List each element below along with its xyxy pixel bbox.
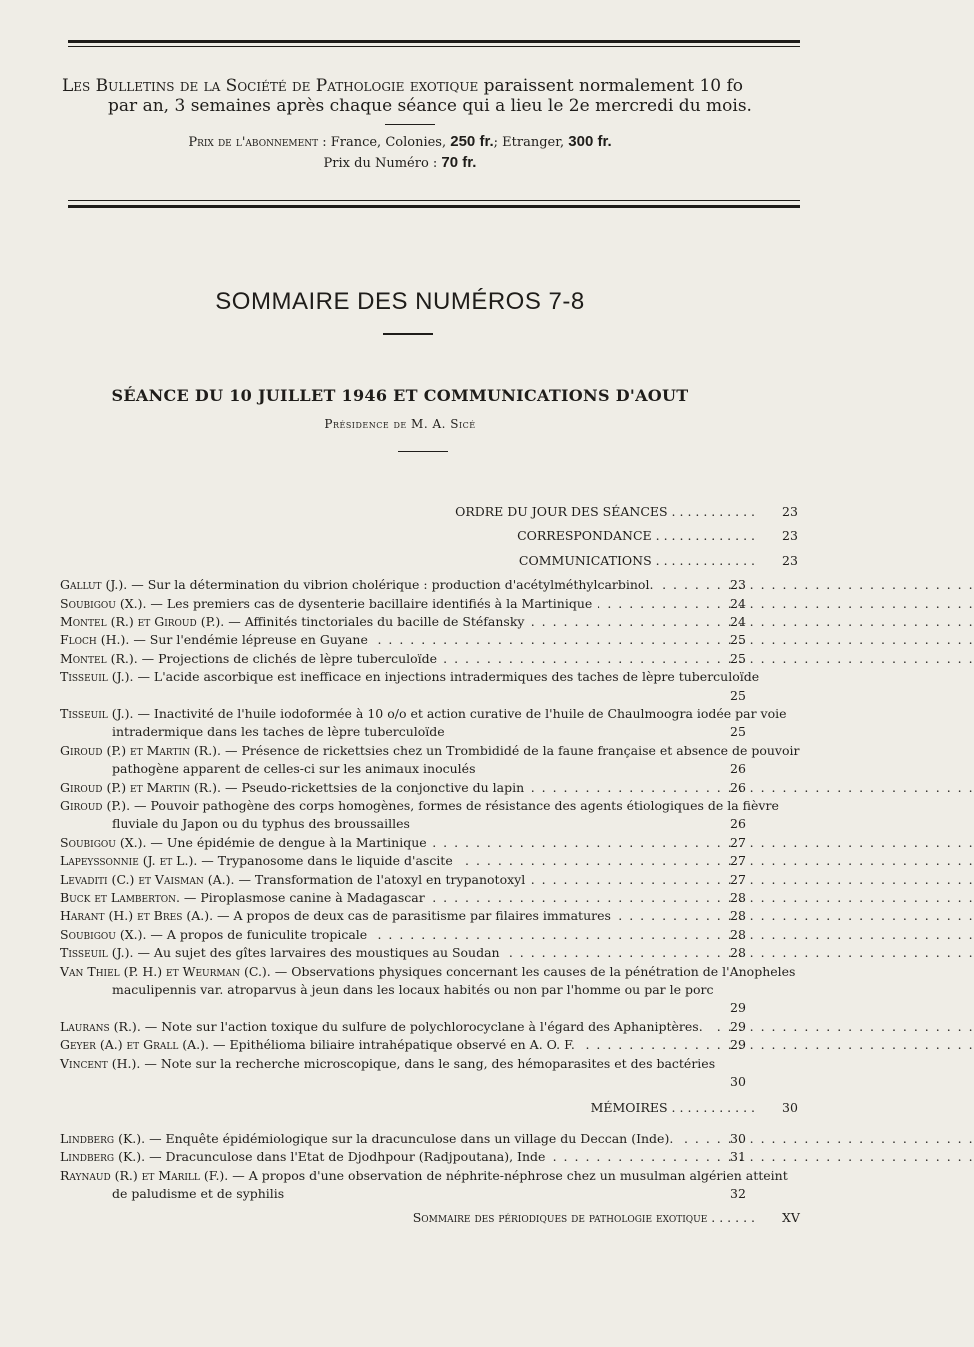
- list-item: Geyer (A.) et Grall (A.). — Epithélioma biliaire intrahépatique observé en A. O. F. . . . 29: [60, 1036, 800, 1054]
- communications-list: [60, 576, 800, 1091]
- page-number: 23: [782, 552, 798, 568]
- section-periodiques-title: Sommaire des périodiques de pathologie exotique . . . . . .: [412, 1210, 755, 1226]
- page-number: XV: [782, 1210, 800, 1226]
- list-item: Buck et Lamberton. — Piroplasmose canine à Madagascar . . . 28: [60, 889, 800, 907]
- subscription-price: [0, 133, 800, 150]
- table-of-contents: [60, 503, 800, 1228]
- intro-line-1-rest: paraissent normalement 10 fo: [478, 76, 744, 96]
- bulletins-title: Les Bulletins de la Société de Pathologie exotique: [62, 76, 479, 96]
- section-communications: [60, 552, 800, 570]
- issue-price-label: Prix du Numéro :: [323, 156, 442, 171]
- list-item: Montel (R.). — Projections de clichés de lèpre tuberculoïde . . . 25: [60, 650, 800, 668]
- presidence: Présidence de M. A. Sicé: [324, 417, 476, 431]
- memoires-list: [60, 1130, 800, 1204]
- list-item: Harant (H.) et Bres (A.). — A propos de deux cas de parasitisme par filaires immatures . . . 28: [60, 907, 800, 925]
- list-item: Floch (H.). — Sur l'endémie lépreuse en Guyane . . . 25: [60, 631, 800, 649]
- list-item: Laurans (R.). — Note sur l'action toxique du sulfure de polychlorocyclane à l'égard des Aphaniptères. . . . 29: [60, 1018, 800, 1036]
- page-number: 23: [782, 504, 798, 519]
- list-item: Soubigou (X.). — Une épidémie de dengue à la Martinique . . . 27: [60, 834, 800, 852]
- section-memoires: [60, 1099, 800, 1117]
- issue-price: [0, 154, 800, 171]
- list-item: Gallut (J.). — Sur la détermination du vibrion cholérique : production d'acétylméthylcarbinol. . . . 23: [60, 576, 800, 594]
- intro-line-2: par an, 3 semaines après chaque séance qui a lieu le 2e mercredi du mois.: [108, 96, 752, 116]
- list-item: Giroud (P.) et Martin (R.). — Pseudo-rickettsies de la conjonctive du lapin . . . 26: [60, 779, 800, 797]
- france-price: 250 fr.: [450, 133, 494, 150]
- france-label: France, Colonies,: [326, 135, 451, 150]
- section-periodiques: [60, 1209, 800, 1227]
- section-correspondance-title: CORRESPONDANCE . . . . . . . . . . . . .: [517, 528, 755, 544]
- short-divider: [385, 124, 435, 125]
- list-item: Lapeyssonnie (J. et L.). — Trypanosome dans le liquide d'ascite . . . 27: [60, 852, 800, 870]
- page-number: 30: [782, 1100, 798, 1116]
- section-ordre-title: ORDRE DU JOUR DES SÉANCES . . . . . . . . . . .: [455, 504, 755, 519]
- page-title: SOMMAIRE DES NUMÉROS 7-8: [215, 288, 585, 315]
- page-number: 23: [782, 528, 798, 544]
- list-item: Vincent (H.). — Note sur la recherche microscopique, dans le sang, des hémoparasites et des bactéries 30: [60, 1055, 746, 1090]
- list-item: Lindberg (K.). — Dracunculose dans l'Etat de Djodhpour (Radjpoutana), Inde . . . 31: [60, 1148, 800, 1166]
- list-item: Soubigou (X.). — Les premiers cas de dysenterie bacillaire identifiés à la Martinique . . . 24: [60, 595, 800, 613]
- etranger-price: 300 fr.: [568, 133, 612, 150]
- list-item: Montel (R.) et Giroud (P.). — Affinités tinctoriales du bacille de Stéfansky . . . 24: [60, 613, 800, 631]
- list-item: Van Thiel (P. H.) et Weurman (C.). — Observations physiques concernant les causes de la pénétration de l'Anopheles maculipennis var. atroparvus à jeun dans les locaux habités ou non par l'homme ou par le porc 29: [60, 963, 796, 1016]
- list-item: Lindberg (K.). — Enquête épidémiologique sur la dracunculose dans un village du Deccan (Inde). . . . 30: [60, 1130, 800, 1148]
- mid-rule-thin: [68, 200, 800, 201]
- list-item: Tisseuil (J.). — Inactivité de l'huile iodoformée à 10 o/o et action curative de l'huile de Chaulmoogra iodée par voie intradermique dans les taches de lèpre tuberculoïde 25: [60, 706, 787, 740]
- list-item: Raynaud (R.) et Marill (F.). — A propos d'une observation de néphrite-néphrose chez un musulman algérien atteint de paludisme et de syphilis 32: [60, 1167, 788, 1202]
- list-item: Giroud (P.) et Martin (R.). — Présence de rickettsies chez un Trombididé de la faune française et absence de pouvoir pathogène apparent de celles-ci sur les animaux inoculés 26: [60, 742, 800, 777]
- section-correspondance: [60, 527, 800, 545]
- etranger-label: ; Etranger,: [493, 135, 569, 150]
- section-communications-title: COMMUNICATIONS . . . . . . . . . . . . .: [518, 552, 755, 568]
- subscription-label: Prix de l'abonnement :: [188, 135, 327, 150]
- intro-line-1: [62, 76, 802, 96]
- mid-rule: [68, 205, 800, 208]
- title-divider: [383, 333, 433, 335]
- list-item: Soubigou (X.). — A propos de funiculite tropicale . . . 28: [60, 926, 800, 944]
- list-item: Tisseuil (J.). — L'acide ascorbique est inefficace en injections intradermiques des taches de lèpre tuberculoïde 25: [60, 669, 760, 703]
- seance-heading: SÉANCE DU 10 JUILLET 1946 ET COMMUNICATIONS D'AOUT: [111, 386, 689, 405]
- section-ordre: [60, 503, 800, 521]
- list-item: Giroud (P.). — Pouvoir pathogène des corps homogènes, formes de résistance des agents étiologiques de la fièvre fluviale du Japon ou du typhus des broussailles 26: [60, 798, 779, 832]
- list-item: Tisseuil (J.). — Au sujet des gîtes larvaires des moustiques au Soudan . . . 28: [60, 944, 800, 962]
- top-rule-thin: [68, 46, 800, 47]
- section-memoires-title: MÉMOIRES . . . . . . . . . . .: [590, 1100, 755, 1116]
- presidence-divider: [398, 451, 448, 452]
- list-item: Levaditi (C.) et Vaisman (A.). — Transformation de l'atoxyl en trypanotoxyl . . . 27: [60, 871, 800, 889]
- issue-price-value: 70 fr.: [441, 154, 477, 171]
- top-rule: [68, 40, 800, 43]
